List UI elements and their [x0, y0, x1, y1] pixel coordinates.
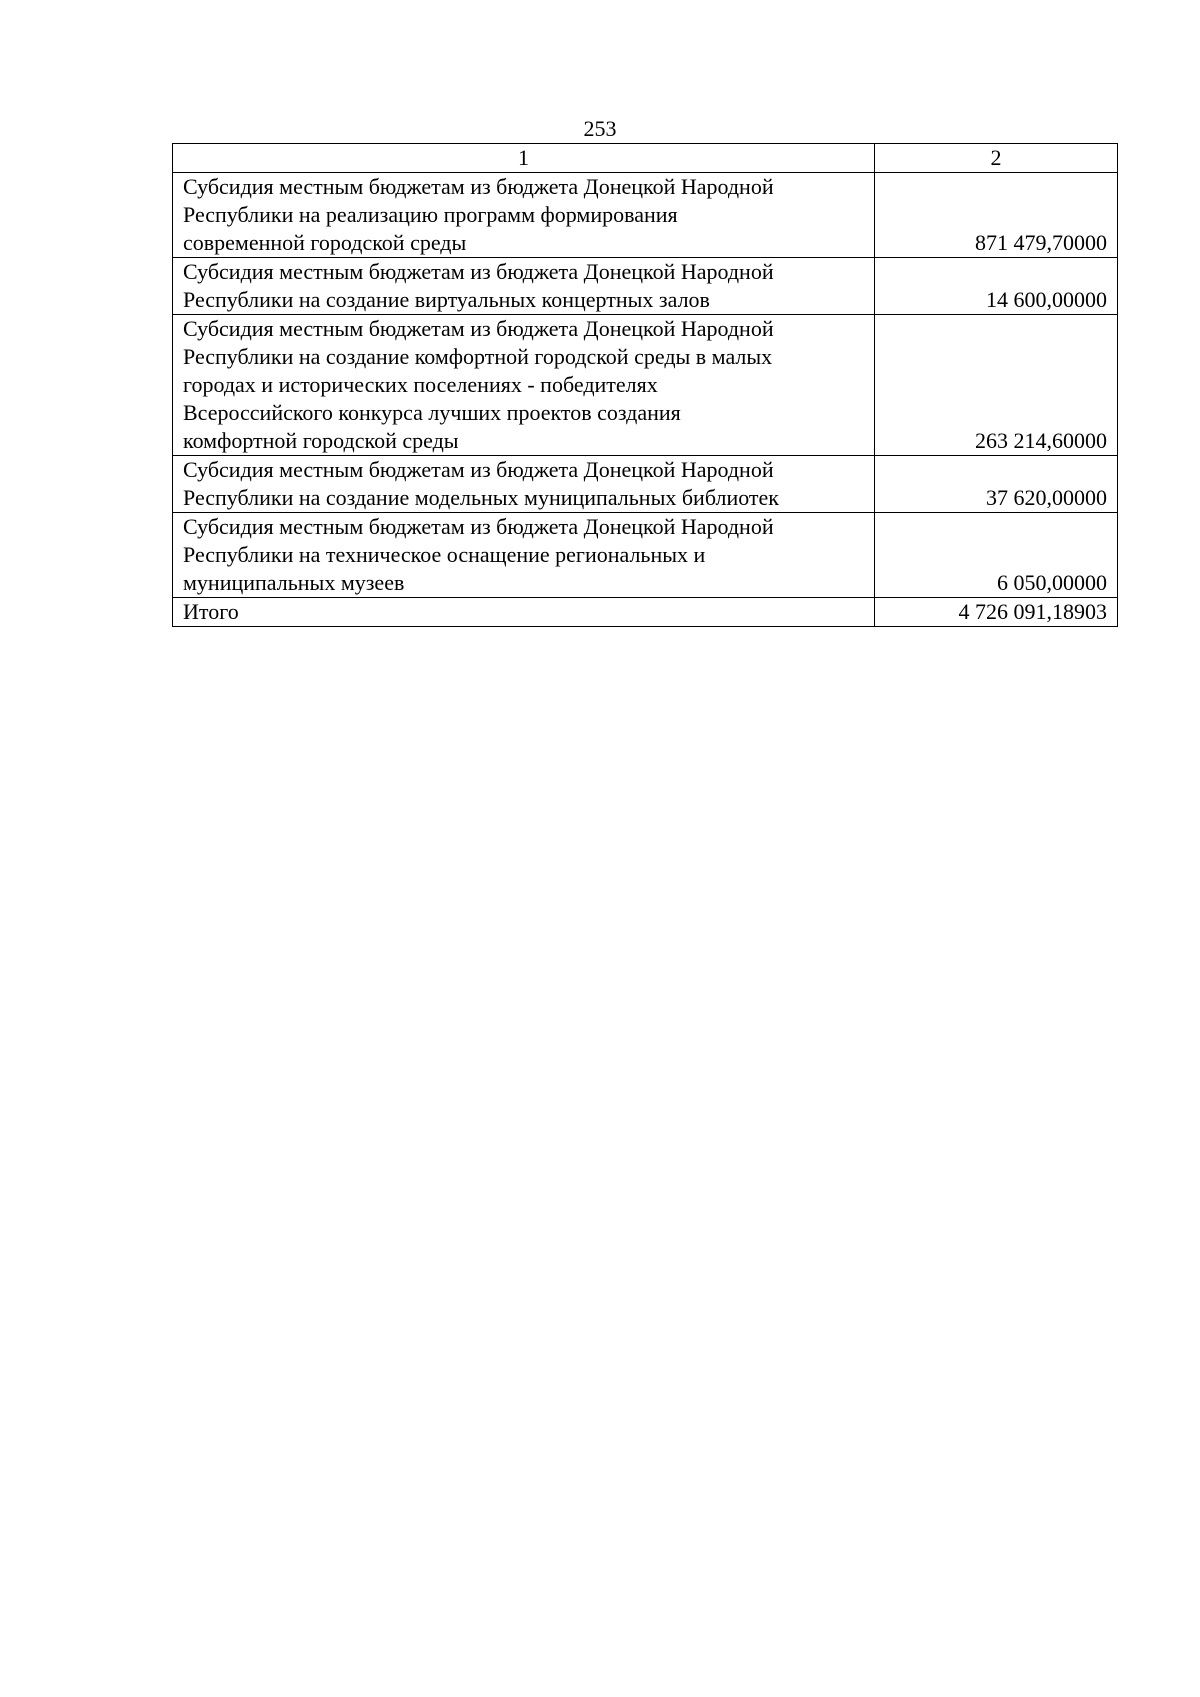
description-line: Республики на техническое оснащение региональных и [183, 542, 706, 567]
row-description [173, 315, 875, 456]
description-line: муниципальных музеев [183, 570, 405, 595]
total-row [173, 598, 1118, 627]
table-row [173, 315, 1118, 456]
row-amount: 14 600,00000 [875, 258, 1118, 315]
description-line: Республики на создание модельных муниципальных библиотек [183, 485, 779, 510]
column-header-1: 1 [173, 144, 875, 173]
row-description [173, 456, 875, 513]
description-line: Субсидия местным бюджетам из бюджета Донецкой Народной [183, 457, 774, 482]
description-line: Субсидия местным бюджетам из бюджета Донецкой Народной [183, 259, 774, 284]
description-line: Республики на создание виртуальных концертных залов [183, 287, 710, 312]
row-description [173, 173, 875, 258]
description-line: Субсидия местным бюджетам из бюджета Донецкой Народной [183, 174, 774, 199]
description-line: городах и исторических поселениях - победителях [183, 372, 658, 397]
row-description [173, 513, 875, 598]
row-amount: 37 620,00000 [875, 456, 1118, 513]
table-row [173, 456, 1118, 513]
table-row [173, 173, 1118, 258]
total-amount: 4 726 091,18903 [875, 598, 1118, 627]
total-label: Итого [173, 598, 875, 627]
row-amount: 871 479,70000 [875, 173, 1118, 258]
row-amount: 263 214,60000 [875, 315, 1118, 456]
description-line: Республики на реализацию программ формирования [183, 202, 678, 227]
description-line: Всероссийского конкурса лучших проектов создания [183, 400, 681, 425]
description-line: комфортной городской среды [183, 428, 459, 453]
page-number: 253 [583, 116, 617, 141]
budget-table [172, 143, 1118, 627]
description-line: Субсидия местным бюджетам из бюджета Донецкой Народной [183, 316, 774, 341]
table-row [173, 258, 1118, 315]
row-amount: 6 050,00000 [875, 513, 1118, 598]
description-line: Субсидия местным бюджетам из бюджета Донецкой Народной [183, 514, 774, 539]
table-row [173, 513, 1118, 598]
description-line: Республики на создание комфортной городской среды в малых [183, 344, 773, 369]
row-description [173, 258, 875, 315]
description-line: современной городской среды [183, 230, 467, 255]
table-header-row [173, 144, 1118, 173]
column-header-2: 2 [875, 144, 1118, 173]
